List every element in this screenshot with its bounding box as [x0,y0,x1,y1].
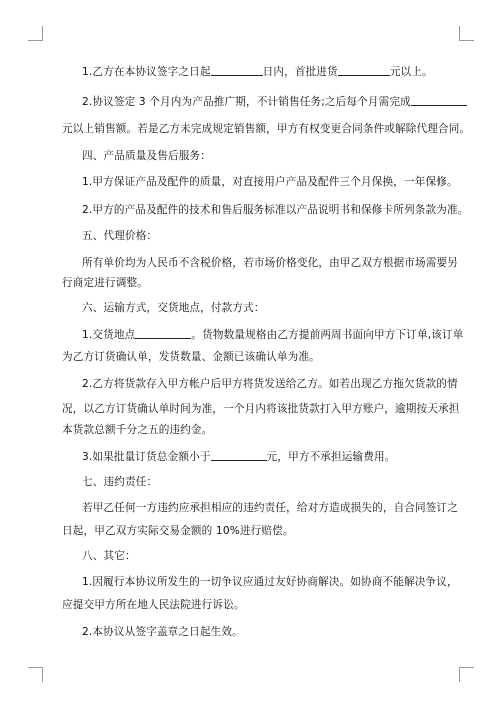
section-6-item-2-line-1: 2.乙方将货款存入甲方帐户后甲方将货发送给乙方。如若出现乙方拖欠货款的情 [82,378,458,390]
section-6-heading: 六、运输方式，交货地点，付款方式： [82,302,265,314]
section-6-item-3 [82,449,396,464]
clause-1-text-c: 元以上。 [389,66,433,78]
section-6-item-3-text-b: 元，甲方不承担运输费用。 [266,451,396,463]
clause-2-line-2: 元以上销售额。若是乙方未完成规定销售额，甲方有权变更合同条件或解除代理合同。 [62,123,471,135]
clause-2-line-1 [82,94,467,109]
section-5-heading: 五、代理价格： [82,230,158,242]
section-4-item-1: 1.甲方保证产品及配件的质量，对直接用户产品及配件三个月保换，一年保修。 [82,176,458,188]
clause-1-text-b: 日内，首批进货 [262,66,338,78]
section-6-item-1-line-2: 为乙方订货确认单，发货数量、金额已该确认单为准。 [62,351,320,363]
section-8-item-2: 2.本协议从签字盖章之日起生效。 [82,626,243,638]
section-4-item-2: 2.甲方的产品及配件的技术和售后服务标准以产品说明书和保修卡所列条款为准。 [82,204,469,216]
section-7-line-2: 日起，甲乙双方实际交易金额的 10%进行赔偿。 [62,525,294,537]
section-7-heading: 七、违约责任： [82,476,158,488]
section-6-item-2-line-3: 本货款总额千分之五的违约金。 [62,424,213,436]
section-4-heading: 四、产品质量及售后服务： [82,150,211,162]
clause-2-text-a: 2.协议签定 3 个月内为产品推广期，不计销售任务;之后每个月需完成 [82,96,411,108]
clause-1-text-a: 1.乙方在本协议签字之日起 [82,66,211,78]
section-8-item-1-line-2: 应提交甲方所在地人民法院进行诉讼。 [62,599,245,611]
clause-1 [82,64,433,79]
minimum-order-amount-blank[interactable] [211,449,267,461]
first-order-amount-blank[interactable] [338,64,390,76]
section-6-item-3-text-a: 3.如果批量订货总金额小于 [82,451,211,463]
section-6-item-2-line-2: 况，以乙方订货确认单时间为准，一个月内将该批货款打入甲方账户，逾期按天承担 [62,403,460,415]
monthly-sales-blank[interactable] [411,94,467,106]
section-7-line-1: 若甲乙任何一方违约应承担相应的违约责任，给对方造成损失的，自合同签订之 [82,502,459,514]
section-6-item-1-line-1 [82,327,464,342]
days-blank[interactable] [211,64,263,76]
section-5-line-1: 所有单价均为人民币不含税价格，若市场价格变化，由甲乙双方根据市场需要另 [82,257,459,269]
section-8-heading: 八、其它： [82,550,136,562]
section-6-item-1-text-a: 1.交货地点 [82,329,136,341]
section-5-line-2: 行商定进行调整。 [62,277,148,289]
section-8-item-1-line-1: 1.因履行本协议所发生的一切争议应通过友好协商解决。如协商不能解决争议， [82,576,458,588]
delivery-location-blank[interactable] [135,327,191,339]
section-6-item-1-text-b: 。货物数量规格由乙方提前两周书面向甲方下订单,该订单 [191,329,464,341]
